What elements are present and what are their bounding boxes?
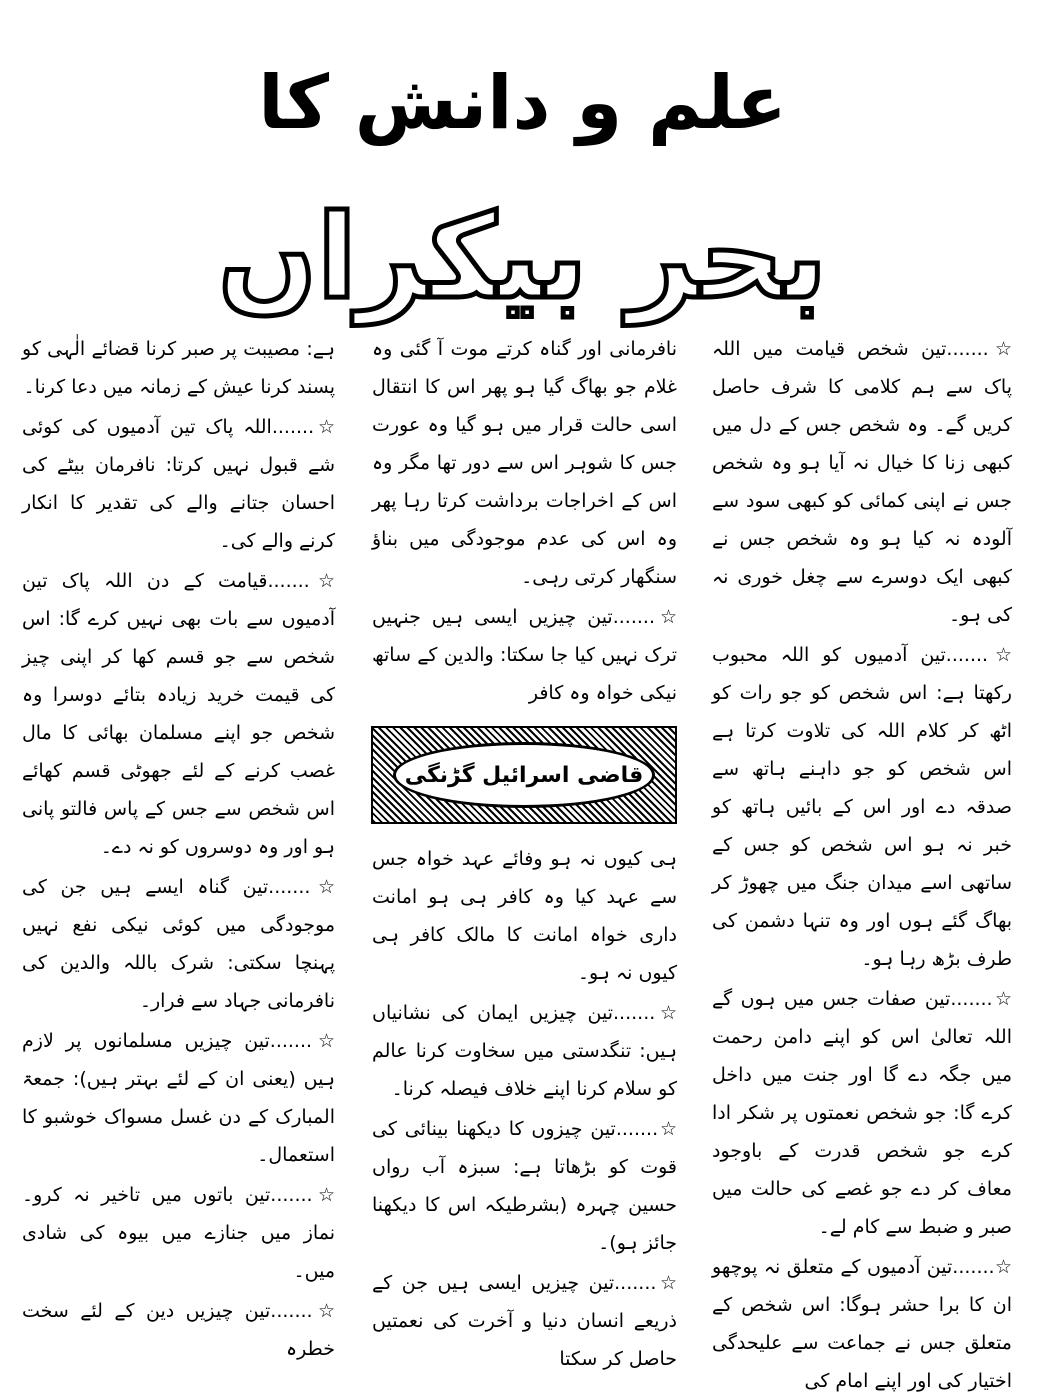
title-line-2: بحر بیکراں xyxy=(218,190,827,325)
paragraph: ☆.......تین چیزیں ایسی ہیں جنہیں ترک نہیں کیا جا سکتا: والدین کے ساتھ نیکی خواہ وہ کافر xyxy=(372,606,677,704)
author-byline: قاضی اسرائیل گڑنگی xyxy=(404,762,644,788)
column-left xyxy=(22,330,335,1360)
paragraph: ☆.......تین باتوں میں تاخیر نہ کرو۔ نماز میں جنازے میں بیوہ کی شادی میں۔ xyxy=(22,1184,335,1282)
byline-box xyxy=(371,726,677,824)
paragraph: ☆.......تین شخص قیامت میں اللہ پاک سے ہم کلامی کا شرف حاصل کریں گے۔ وہ شخص جس کے دل میں کبھی زنا کا خیال نہ آیا ہو وہ شخص جس نے اپنی کمائی کو کبھی سود سے آلودہ نہ کیا ہو وہ شخص جس نے کبھی ایک دوسرے سے چغل خوری نہ کی ہو۔ xyxy=(712,338,1012,626)
title-line-1: علم و دانش کا xyxy=(258,60,787,146)
paragraph: ☆.......تین چیزیں مسلمانوں پر لازم ہیں (یعنی ان کے لئے بہتر ہیں): جمعۃ المبارک کے دن غسل مسواک خوشبو کا استعمال۔ xyxy=(22,1030,335,1166)
paragraph: ☆.......قیامت کے دن اللہ پاک تین آدمیوں سے بات بھی نہیں کرے گا: اس شخص سے جو قسم کھا کر اپنی چیز کی قیمت خرید زیادہ بتائے دوسرا وہ شخص جو اپنے مسلمان بھائی کا مال غصب کرنے کے لئے جھوٹی قسم کھائے اس شخص سے جس کے پاس فالتو پانی ہو اور وہ دوسروں کو نہ دے۔ xyxy=(22,570,335,858)
paragraph: ☆.......تین چیزیں دین کے لئے سخت خطرہ xyxy=(22,1300,335,1360)
paragraph: ☆.......اللہ پاک تین آدمیوں کی کوئی شے قبول نہیں کرتا: نافرمان بیٹے کی احسان جتانے والے کی تقدیر کا انکار کرنے والے کی۔ xyxy=(22,416,335,552)
column-middle xyxy=(372,330,677,1370)
paragraph: ☆.......تین صفات جس میں ہوں گے اللہ تعالیٰ اس کو اپنے دامن رحمت میں جگہ دے گا اور جنت میں داخل کرے گا: جو شخص نعمتوں پر شکر ادا کرے جو شخص قدرت کے باوجود معاف کر دے جو غصے کی حالت میں صبر و ضبط سے کام لے۔ xyxy=(712,988,1012,1238)
paragraph: ☆.......تین چیزوں کا دیکھنا بینائی کی قوت کو بڑھاتا ہے: سبزہ آب رواں حسین چہرہ (بشرطیکہ اس کا دیکھنا جائز ہو)۔ xyxy=(372,1118,677,1254)
paragraph: ☆.......تین گناہ ایسے ہیں جن کی موجودگی میں کوئی نیکی نفع نہیں پہنچا سکتی: شرک باللہ والدین کی نافرمانی جہاد سے فرار۔ xyxy=(22,876,335,1012)
byline-oval xyxy=(393,742,655,808)
paragraph: ہی کیوں نہ ہو وفائے عہد خواہ جس سے عہد کیا وہ کافر ہی ہو امانت داری خواہ امانت کا مالک کافر ہی کیوں نہ ہو۔ xyxy=(372,848,677,984)
paragraph: ☆.......تین چیزیں ایسی ہیں جن کے ذریعے انسان دنیا و آخرت کی نعمتیں حاصل کر سکتا xyxy=(372,1272,677,1370)
column-right xyxy=(712,330,1012,1392)
paragraph: ☆.......تین چیزیں ایمان کی نشانیاں ہیں: تنگدستی میں سخاوت کرنا عالم کو سلام کرنا اپنے خلاف فیصلہ کرنا۔ xyxy=(372,1002,677,1100)
paragraph: ☆.......تین آدمیوں کے متعلق نہ پوچھو ان کا برا حشر ہوگا: اس شخص کے متعلق جس نے جماعت سے علیحدگی اختیار کی اور اپنے امام کی xyxy=(712,1256,1012,1392)
paragraph: نافرمانی اور گناہ کرتے موت آ گئی وہ غلام جو بھاگ گیا ہو پھر اس کا انتقال اسی حالت قرار میں ہو گیا وہ عورت جس کا شوہر اس سے دور تھا مگر وہ اس کے اخراجات برداشت کرتا رہا پھر وہ اس کی عدم موجودگی میں بناؤ سنگھار کرتی رہی۔ xyxy=(372,338,677,588)
paragraph: ہے: مصیبت پر صبر کرنا قضائے الٰہی کو پسند کرنا عیش کے زمانہ میں دعا کرنا۔ xyxy=(22,338,335,398)
paragraph: ☆.......تین آدمیوں کو اللہ محبوب رکھتا ہے: اس شخص کو جو رات کو اٹھ کر کلام اللہ کی تلاوت کرتا ہے اس شخص کو جو داہنے ہاتھ سے صدقہ دے اور اس کے بائیں ہاتھ کو خبر نہ ہو اس شخص کو جس کے ساتھی اسے میدان جنگ میں چھوڑ کر بھاگ گئے ہوں اور وہ تنہا دشمن کی طرف بڑھ رہا ہو۔ xyxy=(712,644,1012,970)
